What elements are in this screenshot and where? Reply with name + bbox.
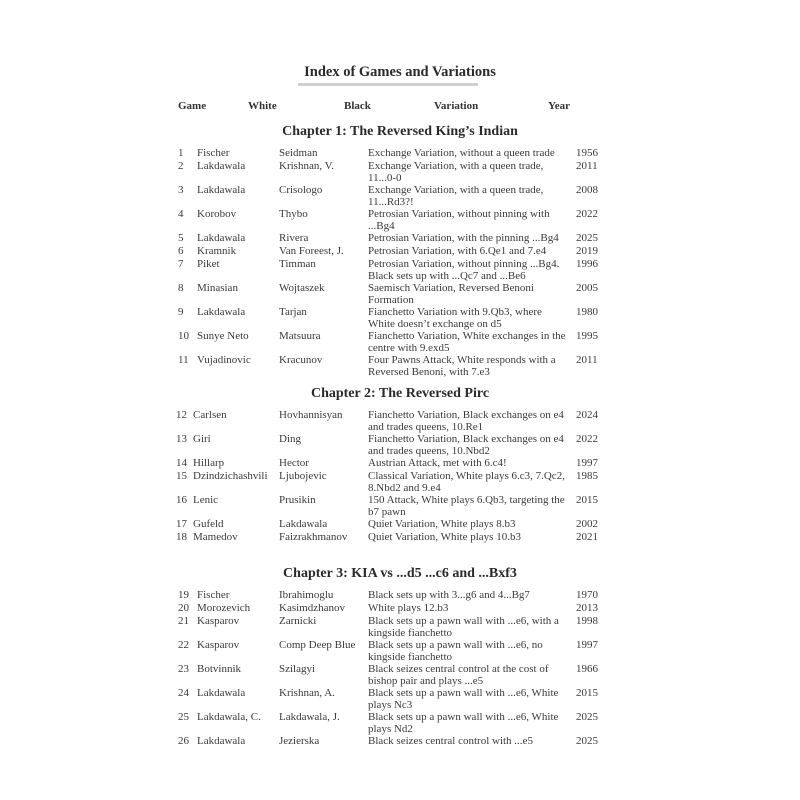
chapter-heading: Chapter 2: The Reversed Pirc (310, 386, 490, 401)
game-number: 13 (176, 433, 187, 445)
game-number: 26 (178, 735, 189, 747)
variation: Black seizes central control with ...e5 (368, 735, 533, 747)
year: 2002 (576, 518, 598, 530)
white-player: Lakdawala (197, 160, 246, 172)
game-number: 2 (178, 160, 184, 172)
year: 1970 (576, 589, 598, 601)
chapter-heading: Chapter 1: The Reversed King’s Indian (282, 124, 518, 139)
white-player: Vujadinovic (197, 354, 251, 366)
white-player: Hillarp (193, 457, 225, 469)
game-number: 20 (178, 602, 189, 614)
black-player: Crisologo (279, 184, 323, 196)
white-player: Lakdawala (197, 232, 246, 244)
title-underline (298, 83, 478, 86)
black-player: Wojtaszek (279, 282, 325, 294)
game-number: 14 (176, 457, 187, 469)
variation: Exchange Variation, without a queen trade (368, 147, 555, 159)
year: 2011 (576, 354, 598, 366)
game-number: 23 (178, 663, 189, 675)
white-player: Fischer (197, 589, 230, 601)
white-player: Dzindzichashvili (193, 470, 268, 482)
game-number: 16 (176, 494, 187, 506)
column-header-year: Year (548, 100, 570, 112)
white-player: Carlsen (193, 409, 227, 421)
game-number: 7 (178, 258, 184, 270)
variation: 150 Attack, White plays 6.Qb3, targeting the b7 pawn (368, 494, 565, 518)
game-number: 3 (178, 184, 184, 196)
year: 1966 (576, 663, 598, 675)
white-player: Mamedov (193, 531, 238, 543)
year: 2008 (576, 184, 598, 196)
white-player: Lakdawala (197, 306, 246, 318)
year: 1997 (576, 639, 598, 651)
white-player: Giri (193, 433, 211, 445)
white-player: Sunye Neto (197, 330, 249, 342)
white-player: Kasparov (197, 639, 240, 651)
black-player: Krishnan, V. (279, 160, 334, 172)
variation: Black sets up a pawn wall with ...e6, with a kingside fianchetto (368, 615, 559, 639)
black-player: Ljubojevic (279, 470, 327, 482)
white-player: Lakdawala (197, 184, 246, 196)
variation: Exchange Variation, with a queen trade, 11...Rd3?! (368, 184, 544, 208)
year: 2025 (576, 232, 598, 244)
page-title: Index of Games and Variations (304, 64, 496, 80)
black-player: Lakdawala, J. (279, 711, 340, 723)
year: 2022 (576, 208, 598, 220)
variation: Classical Variation, White plays 6.c3, 7.Qc2, 8.Nbd2 and 9.e4 (368, 470, 565, 494)
year: 1956 (576, 147, 598, 159)
game-number: 17 (176, 518, 187, 530)
year: 2025 (576, 711, 598, 723)
variation: Black sets up a pawn wall with ...e6, White plays Nc3 (368, 687, 559, 711)
game-number: 25 (178, 711, 189, 723)
game-number: 18 (176, 531, 187, 543)
black-player: Van Foreest, J. (279, 245, 344, 257)
black-player: Jezierska (279, 735, 320, 747)
white-player: Kasparov (197, 615, 240, 627)
game-number: 19 (178, 589, 189, 601)
black-player: Lakdawala (279, 518, 328, 530)
game-number: 24 (178, 687, 189, 699)
year: 2024 (576, 409, 598, 421)
black-player: Hector (279, 457, 309, 469)
black-player: Kasimdzhanov (279, 602, 345, 614)
column-header-white: White (248, 100, 277, 112)
black-player: Rivera (279, 232, 309, 244)
game-number: 15 (176, 470, 187, 482)
game-number: 8 (178, 282, 184, 294)
variation: Fianchetto Variation, Black exchanges on e4 and trades queens, 10.Re1 (368, 409, 564, 433)
year: 2005 (576, 282, 598, 294)
variation: Four Pawns Attack, White responds with a Reversed Benoni, with 7.e3 (368, 354, 556, 378)
white-player: Lakdawala, C. (197, 711, 261, 723)
black-player: Krishnan, A. (279, 687, 335, 699)
white-player: Korobov (197, 208, 237, 220)
black-player: Seidman (279, 147, 318, 159)
black-player: Thybo (279, 208, 308, 220)
white-player: Lakdawala (197, 687, 246, 699)
variation: Black sets up with 3...g6 and 4...Bg7 (368, 589, 530, 601)
year: 2022 (576, 433, 598, 445)
game-number: 6 (178, 245, 184, 257)
game-number: 21 (178, 615, 189, 627)
variation: Black sets up a pawn wall with ...e6, White plays Nd2 (368, 711, 559, 735)
black-player: Hovhannisyan (279, 409, 343, 421)
white-player: Morozevich (197, 602, 251, 614)
year: 2021 (576, 531, 598, 543)
year: 1997 (576, 457, 598, 469)
year: 1995 (576, 330, 598, 342)
black-player: Tarjan (279, 306, 307, 318)
column-header-variation: Variation (434, 100, 479, 112)
black-player: Ibrahimoglu (279, 589, 334, 601)
variation: Saemisch Variation, Reversed Benoni Formation (368, 282, 534, 306)
variation: Austrian Attack, met with 6.c4! (368, 457, 507, 469)
white-player: Kramnik (197, 245, 237, 257)
variation: Black seizes central control at the cost of bishop pair and plays ...e5 (368, 663, 549, 687)
variation: Fianchetto Variation with 9.Qb3, where White doesn’t exchange on d5 (368, 306, 542, 330)
white-player: Fischer (197, 147, 230, 159)
chapter-heading: Chapter 3: KIA vs ...d5 ...c6 and ...Bxf3 (283, 566, 517, 581)
variation: Quiet Variation, White plays 10.b3 (368, 531, 521, 543)
column-header-game: Game (178, 100, 207, 112)
variation: Petrosian Variation, with the pinning ...Bg4 (368, 232, 559, 244)
year: 2015 (576, 494, 598, 506)
game-number: 12 (176, 409, 187, 421)
white-player: Botvinnik (197, 663, 242, 675)
year: 1998 (576, 615, 598, 627)
variation: Petrosian Variation, without pinning with ...Bg4 (368, 208, 550, 232)
variation: Fianchetto Variation, Black exchanges on e4 and trades queens, 10.Nbd2 (368, 433, 564, 457)
year: 1980 (576, 306, 598, 318)
variation: Quiet Variation, White plays 8.b3 (368, 518, 516, 530)
white-player: Lenic (193, 494, 219, 506)
year: 2019 (576, 245, 598, 257)
game-number: 9 (178, 306, 184, 318)
variation: Petrosian Variation, with 6.Qe1 and 7.e4 (368, 245, 547, 257)
black-player: Timman (279, 258, 316, 270)
white-player: Lakdawala (197, 735, 246, 747)
variation: Black sets up a pawn wall with ...e6, no kingside fianchetto (368, 639, 543, 663)
black-player: Kracunov (279, 354, 323, 366)
game-number: 4 (178, 208, 184, 220)
variation: White plays 12.b3 (368, 602, 449, 614)
black-player: Ding (279, 433, 301, 445)
variation: Exchange Variation, with a queen trade, 11...0-0 (368, 160, 544, 184)
black-player: Zarnicki (279, 615, 317, 627)
black-player: Comp Deep Blue (279, 639, 356, 651)
year: 2013 (576, 602, 598, 614)
year: 2011 (576, 160, 598, 172)
game-number: 22 (178, 639, 189, 651)
year: 1996 (576, 258, 598, 270)
white-player: Gufeld (193, 518, 224, 530)
black-player: Faizrakhmanov (279, 531, 348, 543)
game-number: 5 (178, 232, 184, 244)
variation: Fianchetto Variation, White exchanges in the centre with 9.exd5 (368, 330, 566, 354)
column-header-black: Black (344, 100, 371, 112)
year: 2025 (576, 735, 598, 747)
white-player: Minasian (197, 282, 238, 294)
white-player: Piket (197, 258, 220, 270)
black-player: Szilagyi (279, 663, 316, 675)
black-player: Matsuura (279, 330, 321, 342)
game-number: 10 (178, 330, 189, 342)
variation: Petrosian Variation, without pinning ...Bg4. Black sets up with ...Qc7 and ...Be6 (368, 258, 560, 282)
black-player: Prusikin (279, 494, 316, 506)
year: 1985 (576, 470, 598, 482)
game-number: 11 (178, 354, 189, 366)
year: 2015 (576, 687, 598, 699)
game-number: 1 (178, 147, 184, 159)
